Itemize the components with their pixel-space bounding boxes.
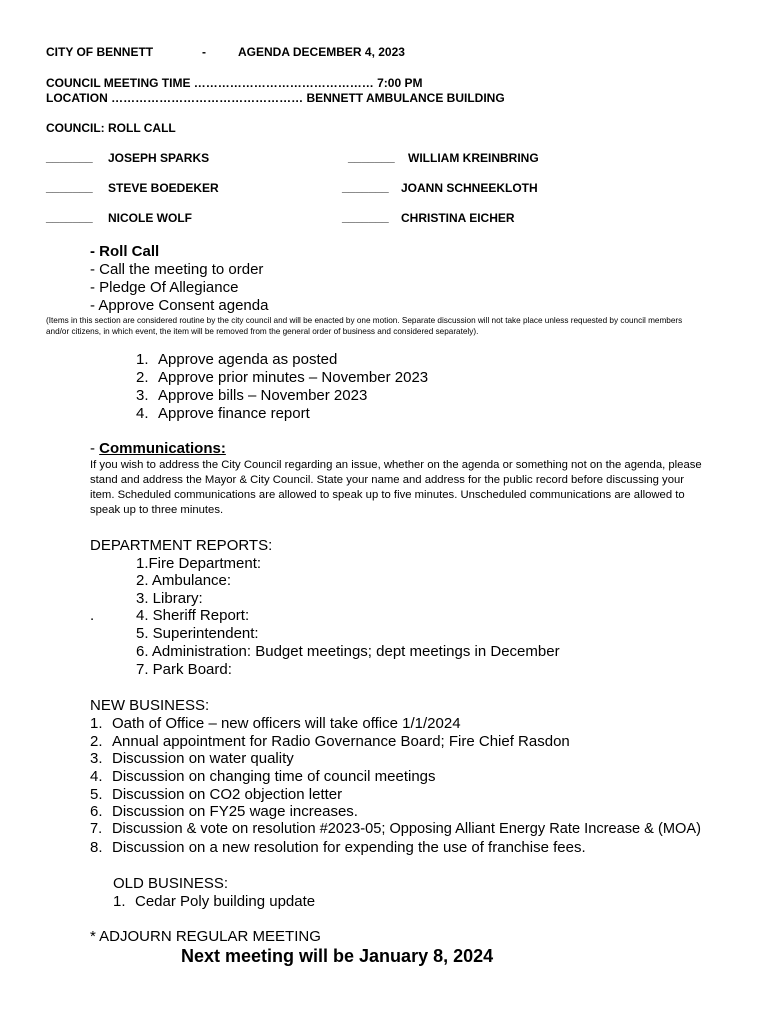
old-business-heading: OLD BUSINESS: bbox=[113, 875, 229, 892]
council-member: CHRISTINA EICHER bbox=[401, 211, 515, 225]
new-business-heading: NEW BUSINESS: bbox=[90, 697, 210, 714]
report-item: 5. Superintendent: bbox=[136, 625, 259, 642]
communications-text: If you wish to address the City Council regarding an issue, whether on the agenda or something not on the agenda, please stand and address the Mayor & City Council. State your name and address for the public record before discussing your item. Scheduled communications are allowed to speak up to five minutes. Unscheduled communications are allowed to speak up to three minutes. bbox=[90, 459, 702, 516]
new-business-item: 1. Oath of Office – new officers will take office 1/1/2024 bbox=[90, 715, 461, 732]
council-member: JOANN SCHNEEKLOTH bbox=[401, 181, 538, 195]
new-business-item: 6. Discussion on FY25 wage increases. bbox=[90, 803, 358, 820]
agenda-date: AGENDA DECEMBER 4, 2023 bbox=[238, 45, 405, 59]
consent-list-item: 1. Approve agenda as posted bbox=[136, 351, 338, 368]
adjourn-line: * ADJOURN REGULAR MEETING bbox=[90, 928, 321, 945]
meeting-time: COUNCIL MEETING TIME ……………………………………… 7:00 PM bbox=[46, 76, 423, 90]
roll-call-heading: COUNCIL: ROLL CALL bbox=[46, 121, 176, 135]
attendance-blank: _______ bbox=[46, 210, 93, 224]
council-member: WILLIAM KREINBRING bbox=[408, 151, 539, 165]
new-business-item: 3. Discussion on water quality bbox=[90, 750, 294, 767]
department-reports-heading: DEPARTMENT REPORTS: bbox=[90, 537, 273, 554]
attendance-blank: _______ bbox=[348, 150, 395, 164]
consent-list-item: 2. Approve prior minutes – November 2023 bbox=[136, 369, 429, 386]
call-to-order-item: - Call the meeting to order bbox=[90, 261, 264, 278]
old-business-item: 1. Cedar Poly building update bbox=[113, 893, 316, 910]
new-business-item: 4. Discussion on changing time of council meetings bbox=[90, 768, 436, 785]
communications-heading: - Communications: bbox=[90, 440, 226, 457]
attendance-blank: _______ bbox=[342, 210, 389, 224]
new-business-item: 2. Annual appointment for Radio Governance Board; Fire Chief Rasdon bbox=[90, 733, 570, 750]
report-item: 1.Fire Department: bbox=[136, 555, 262, 572]
report-item: 7. Park Board: bbox=[136, 661, 232, 678]
pledge-item: - Pledge Of Allegiance bbox=[90, 279, 239, 296]
consent-agenda-item: - Approve Consent agenda bbox=[90, 297, 269, 314]
next-meeting-notice: Next meeting will be January 8, 2024 bbox=[181, 946, 494, 966]
council-member: NICOLE WOLF bbox=[108, 211, 192, 225]
report-item: 6. Administration: Budget meetings; dept meetings in December bbox=[136, 643, 560, 660]
city-name: CITY OF BENNETT bbox=[46, 45, 154, 59]
new-business-item: 5. Discussion on CO2 objection letter bbox=[90, 786, 343, 803]
report-item: 3. Library: bbox=[136, 590, 203, 607]
meeting-location: LOCATION ………………………………………… BENNETT AMBULANCE BUILDING bbox=[46, 91, 505, 105]
consent-list-item: 4. Approve finance report bbox=[136, 405, 310, 422]
consent-list-item: 3. Approve bills – November 2023 bbox=[136, 387, 368, 404]
report-item: 2. Ambulance: bbox=[136, 572, 232, 589]
new-business-item: 8. Discussion on a new resolution for expending the use of franchise fees. bbox=[90, 839, 586, 856]
stray-dot: . bbox=[90, 607, 95, 624]
new-business-item: 7. Discussion & vote on resolution #2023-05; Opposing Alliant Energy Rate Increase & (MOA) bbox=[90, 821, 701, 837]
council-member: STEVE BOEDEKER bbox=[108, 181, 219, 195]
header-dash: - bbox=[202, 45, 206, 59]
attendance-blank: _______ bbox=[342, 180, 389, 194]
attendance-blank: _______ bbox=[46, 150, 93, 164]
attendance-blank: _______ bbox=[46, 180, 93, 194]
consent-note: (Items in this section are considered routine by the city council and will be enacted by one motion. Separate discussion will not take place unless requested by council members and/or citizens, in which event, the item will be removed from the general order of business and considered separately). bbox=[46, 316, 683, 336]
roll-call-item: - Roll Call bbox=[90, 243, 160, 260]
report-item: 4. Sheriff Report: bbox=[136, 607, 250, 624]
council-member: JOSEPH SPARKS bbox=[108, 151, 210, 165]
